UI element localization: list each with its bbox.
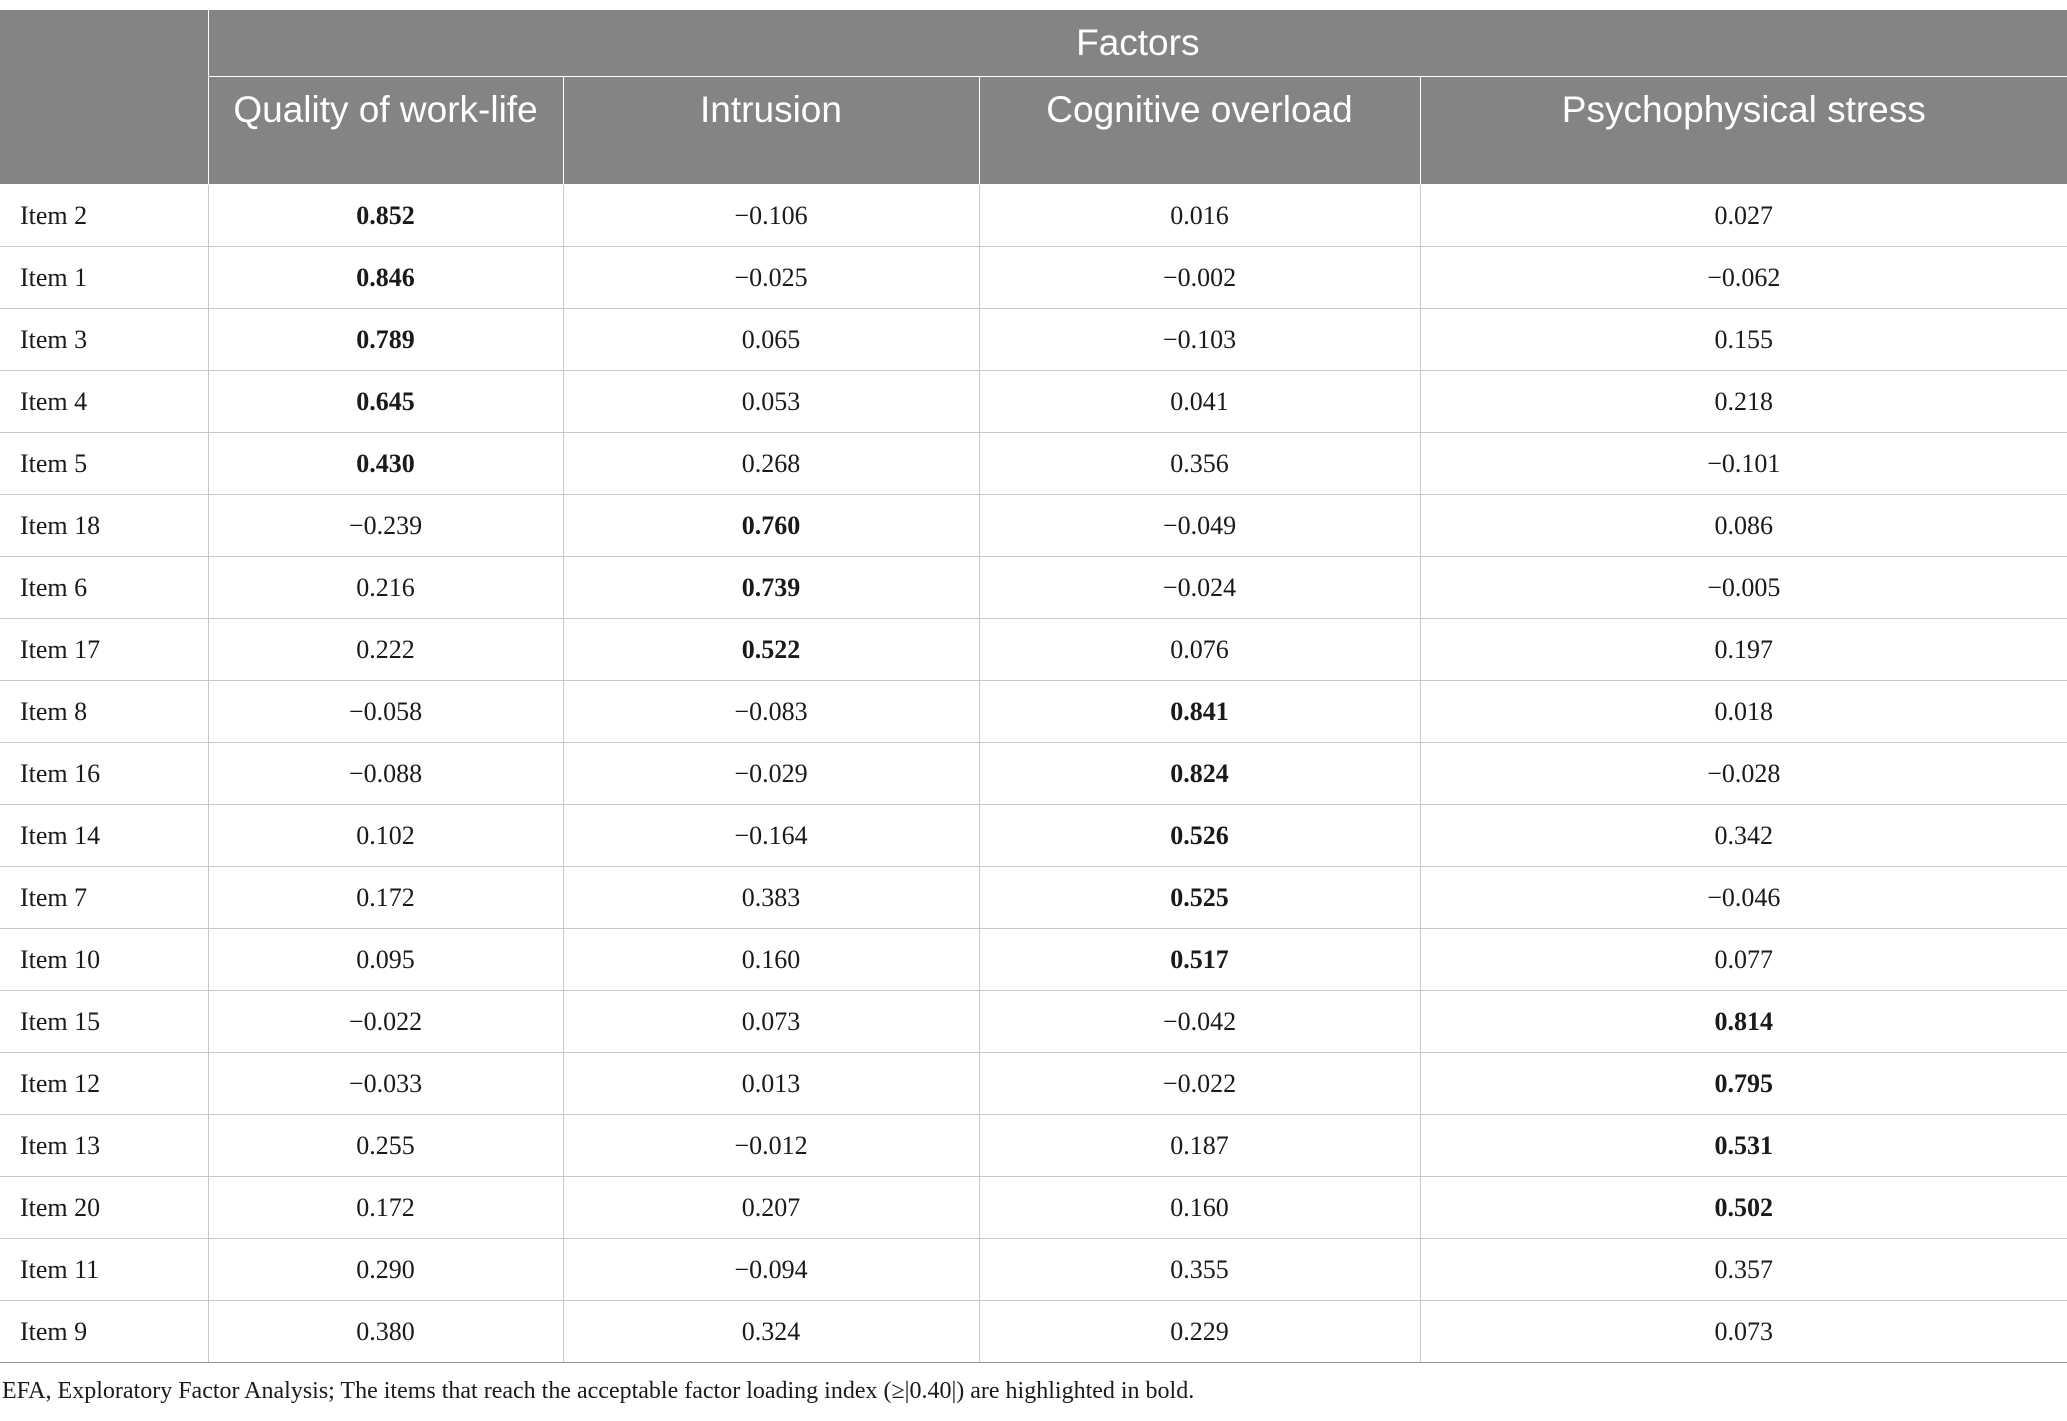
table-row	[0, 371, 2067, 433]
table-row	[0, 929, 2067, 991]
loading-value-cell: 0.218	[1420, 371, 2067, 433]
loading-value-cell: 0.430	[208, 433, 563, 495]
loading-value-cell: 0.013	[563, 1053, 979, 1115]
table-row	[0, 433, 2067, 495]
loading-value-cell: 0.290	[208, 1239, 563, 1301]
loading-value-cell: −0.025	[563, 247, 979, 309]
row-item-label: Item 2	[0, 185, 208, 247]
loading-value-cell: 0.027	[1420, 185, 2067, 247]
factors-group-header: Factors	[208, 10, 2067, 77]
table-body	[0, 185, 2067, 1363]
loading-value-cell: −0.094	[563, 1239, 979, 1301]
loading-value-cell: 0.356	[979, 433, 1420, 495]
table-row	[0, 185, 2067, 247]
table-row	[0, 495, 2067, 557]
loading-value-cell: −0.012	[563, 1115, 979, 1177]
row-item-label: Item 18	[0, 495, 208, 557]
row-item-label: Item 4	[0, 371, 208, 433]
loading-value-cell: 0.095	[208, 929, 563, 991]
loading-value-cell: 0.531	[1420, 1115, 2067, 1177]
row-item-label: Item 12	[0, 1053, 208, 1115]
loading-value-cell: 0.525	[979, 867, 1420, 929]
table-row	[0, 247, 2067, 309]
loading-value-cell: 0.065	[563, 309, 979, 371]
loading-value-cell: 0.502	[1420, 1177, 2067, 1239]
loading-value-cell: −0.106	[563, 185, 979, 247]
loading-value-cell: 0.526	[979, 805, 1420, 867]
row-item-label: Item 16	[0, 743, 208, 805]
table-row	[0, 805, 2067, 867]
row-item-label: Item 3	[0, 309, 208, 371]
row-item-label: Item 17	[0, 619, 208, 681]
loading-value-cell: 0.160	[563, 929, 979, 991]
loading-value-cell: 0.160	[979, 1177, 1420, 1239]
loading-value-cell: 0.324	[563, 1301, 979, 1363]
loading-value-cell: −0.022	[208, 991, 563, 1053]
loading-value-cell: 0.760	[563, 495, 979, 557]
loading-value-cell: −0.005	[1420, 557, 2067, 619]
loading-value-cell: 0.041	[979, 371, 1420, 433]
loading-value-cell: 0.053	[563, 371, 979, 433]
loading-value-cell: −0.022	[979, 1053, 1420, 1115]
row-item-label: Item 10	[0, 929, 208, 991]
table-header	[0, 10, 2067, 185]
loading-value-cell: 0.789	[208, 309, 563, 371]
table-row	[0, 309, 2067, 371]
loading-value-cell: 0.841	[979, 681, 1420, 743]
loading-value-cell: 0.073	[563, 991, 979, 1053]
row-item-label: Item 5	[0, 433, 208, 495]
loading-value-cell: 0.086	[1420, 495, 2067, 557]
row-item-label: Item 9	[0, 1301, 208, 1363]
loading-value-cell: −0.058	[208, 681, 563, 743]
loading-value-cell: −0.062	[1420, 247, 2067, 309]
row-item-label: Item 6	[0, 557, 208, 619]
column-header-cognitive-overload: Cognitive overload	[979, 77, 1420, 185]
column-header-intrusion: Intrusion	[563, 77, 979, 185]
table-row	[0, 1053, 2067, 1115]
row-item-label: Item 13	[0, 1115, 208, 1177]
loading-value-cell: 0.846	[208, 247, 563, 309]
column-header-psychophysical-stress: Psychophysical stress	[1420, 77, 2067, 185]
loading-value-cell: −0.101	[1420, 433, 2067, 495]
loading-value-cell: 0.172	[208, 867, 563, 929]
loading-value-cell: 0.216	[208, 557, 563, 619]
table-row	[0, 1239, 2067, 1301]
loading-value-cell: 0.268	[563, 433, 979, 495]
table-row	[0, 991, 2067, 1053]
loading-value-cell: −0.103	[979, 309, 1420, 371]
table-row	[0, 557, 2067, 619]
row-item-label: Item 11	[0, 1239, 208, 1301]
loading-value-cell: 0.172	[208, 1177, 563, 1239]
loading-value-cell: −0.164	[563, 805, 979, 867]
loading-value-cell: 0.076	[979, 619, 1420, 681]
loading-value-cell: 0.073	[1420, 1301, 2067, 1363]
loading-value-cell: −0.042	[979, 991, 1420, 1053]
loading-value-cell: 0.739	[563, 557, 979, 619]
loading-value-cell: 0.517	[979, 929, 1420, 991]
loading-value-cell: −0.033	[208, 1053, 563, 1115]
loading-value-cell: 0.645	[208, 371, 563, 433]
loading-value-cell: 0.824	[979, 743, 1420, 805]
loading-value-cell: −0.239	[208, 495, 563, 557]
loading-value-cell: −0.083	[563, 681, 979, 743]
loading-value-cell: −0.049	[979, 495, 1420, 557]
loading-value-cell: 0.155	[1420, 309, 2067, 371]
table-row	[0, 743, 2067, 805]
loading-value-cell: 0.795	[1420, 1053, 2067, 1115]
row-item-label: Item 8	[0, 681, 208, 743]
loading-value-cell: −0.046	[1420, 867, 2067, 929]
table-row	[0, 681, 2067, 743]
table-row	[0, 1301, 2067, 1363]
loading-value-cell: 0.383	[563, 867, 979, 929]
row-item-label: Item 1	[0, 247, 208, 309]
factor-loadings-table	[0, 10, 2067, 1363]
loading-value-cell: 0.342	[1420, 805, 2067, 867]
table-footnote: EFA, Exploratory Factor Analysis; The items that reach the acceptable factor loading index (≥|0.40|) are highlighted in bold.	[2, 1378, 1195, 1404]
table-row	[0, 1177, 2067, 1239]
row-item-label: Item 15	[0, 991, 208, 1053]
loading-value-cell: 0.255	[208, 1115, 563, 1177]
loading-value-cell: 0.357	[1420, 1239, 2067, 1301]
table-row	[0, 1115, 2067, 1177]
loading-value-cell: 0.380	[208, 1301, 563, 1363]
loading-value-cell: 0.355	[979, 1239, 1420, 1301]
loading-value-cell: 0.522	[563, 619, 979, 681]
loading-value-cell: 0.187	[979, 1115, 1420, 1177]
loading-value-cell: 0.197	[1420, 619, 2067, 681]
loading-value-cell: −0.029	[563, 743, 979, 805]
loading-value-cell: −0.024	[979, 557, 1420, 619]
loading-value-cell: 0.207	[563, 1177, 979, 1239]
row-item-label: Item 7	[0, 867, 208, 929]
loading-value-cell: 0.229	[979, 1301, 1420, 1363]
table-row	[0, 867, 2067, 929]
row-item-label: Item 20	[0, 1177, 208, 1239]
loading-value-cell: 0.222	[208, 619, 563, 681]
corner-cell	[0, 10, 208, 185]
loading-value-cell: 0.102	[208, 805, 563, 867]
loading-value-cell: 0.852	[208, 185, 563, 247]
loading-value-cell: 0.814	[1420, 991, 2067, 1053]
loading-value-cell: −0.088	[208, 743, 563, 805]
loading-value-cell: 0.077	[1420, 929, 2067, 991]
loading-value-cell: 0.018	[1420, 681, 2067, 743]
loading-value-cell: −0.028	[1420, 743, 2067, 805]
table-row	[0, 619, 2067, 681]
loading-value-cell: −0.002	[979, 247, 1420, 309]
row-item-label: Item 14	[0, 805, 208, 867]
loading-value-cell: 0.016	[979, 185, 1420, 247]
column-header-quality-of-work-life: Quality of work-life	[208, 77, 563, 185]
